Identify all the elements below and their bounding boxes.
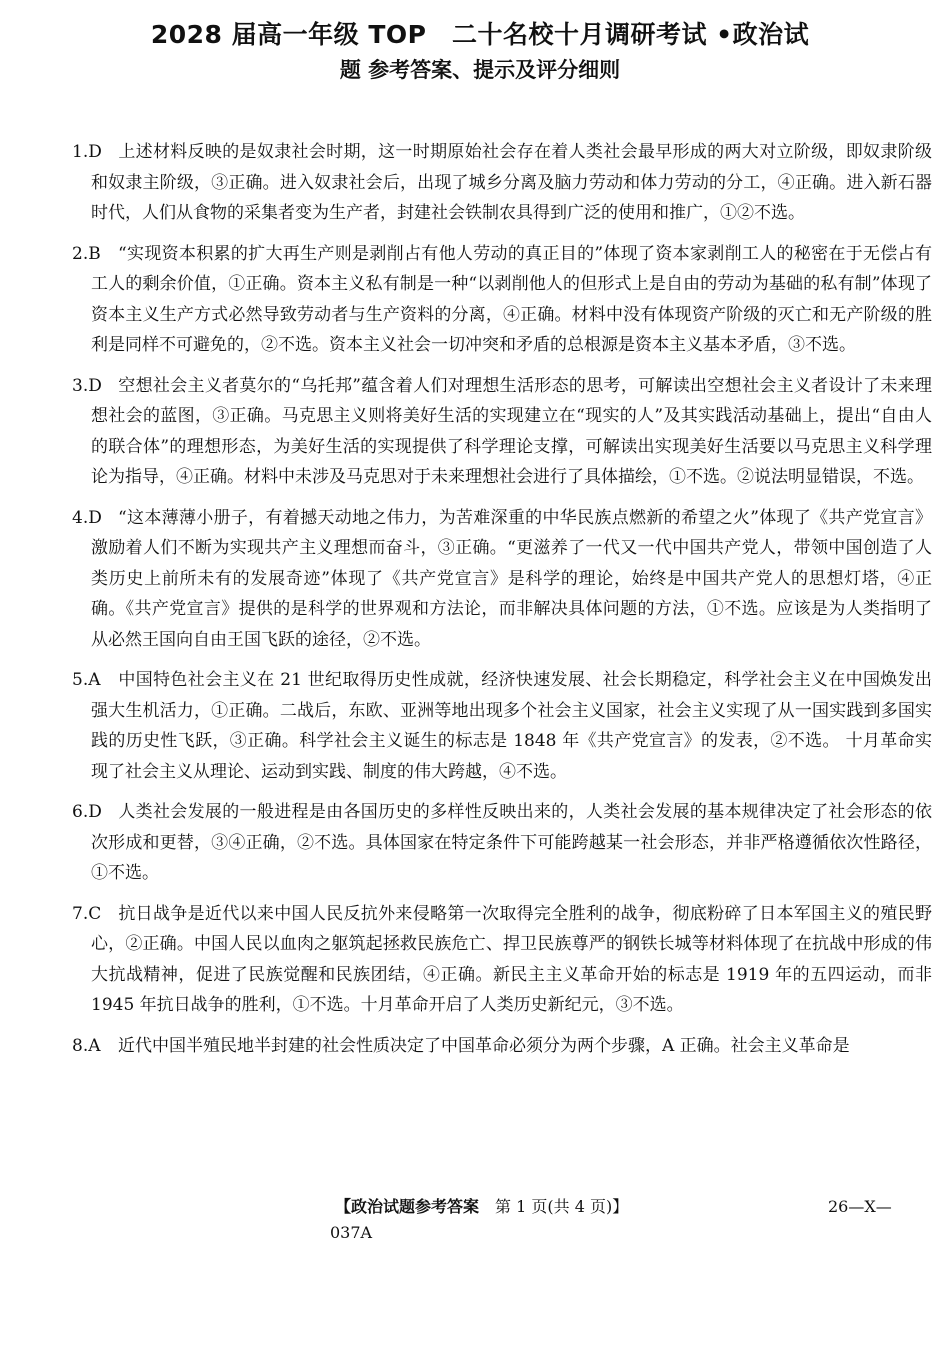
answer-item xyxy=(72,371,932,493)
answer-item xyxy=(72,503,932,656)
footer-label: 【政治试题参考答案 xyxy=(335,1197,496,1216)
answer-explanation: 人类社会发展的一般进程是由各国历史的多样性反映出来的，人类社会发展的基本规律决定了社会形态的依次形成和更替，③④正确，②不选。具体国家在特定条件下可能跨越某一社会形态，并非严格遵循依次性路径，①不选。 xyxy=(91,802,932,883)
answer-explanation: 近代中国半殖民地半封建的社会性质决定了中国革命必须分为两个步骤，A 正确。社会主义革命是 xyxy=(118,1035,850,1056)
answer-number: 3.D xyxy=(72,375,102,396)
answer-item xyxy=(72,137,932,229)
answer-item xyxy=(72,665,932,787)
answer-number: 6.D xyxy=(72,802,102,822)
answer-number: 4.D xyxy=(72,507,102,528)
footer-page-number: 第 1 页(共 4 页)】 xyxy=(495,1197,629,1216)
answer-item xyxy=(72,1031,932,1062)
answer-number: 2.B xyxy=(72,243,101,264)
answer-number: 5.A xyxy=(72,670,101,690)
answer-item xyxy=(72,899,932,1021)
page-title: 2028 届高一年级 TOP 二十名校十月调研考试 •政治试 xyxy=(150,20,810,49)
answer-explanation: 中国特色社会主义在 21 世纪取得历史性成就，经济快速发展、社会长期稳定，科学社会主义在中国焕发出强大生机活力，①正确。二战后，东欧、亚洲等地出现多个社会主义国家，社会主义实现了从一国实践到多国实践的历史性飞跃，③正确。科学社会主义诞生的标志是 1848 年《共产党宣言》的发表，②不选。 十月革命实现了社会主义从理论、运动到实践、制度的伟大跨越，④不选。 xyxy=(91,670,932,782)
answer-number: 7.C xyxy=(72,903,102,924)
answer-item xyxy=(72,239,932,361)
answer-list xyxy=(72,137,932,1071)
answer-item xyxy=(72,797,932,889)
answer-explanation: “这本薄薄小册子，有着撼天动地之伟力，为苦难深重的中华民族点燃新的希望之火”体现了《共产党宣言》激励着人们不断为实现共产主义理想而奋斗，③正确。“更滋养了一代又一代中国共产党人，带领中国创造了人类历史上前所未有的发展奇迹”体现了《共产党宣言》是科学的理论，始终是中国共产党人的思想灯塔，④正确。《共产党宣言》提供的是科学的世界观和方法论，而非解决具体问题的方法，①不选。应该是为人类指明了从必然王国向自由王国飞跃的途径，②不选。 xyxy=(91,507,932,650)
footer-code: 26—X— xyxy=(828,1197,892,1216)
footer-code-suffix: 037A xyxy=(330,1223,373,1242)
answer-explanation: 上述材料反映的是奴隶社会时期，这一时期原始社会存在着人类社会最早形成的两大对立阶级，即奴隶阶级和奴隶主阶级，③正确。进入奴隶社会后，出现了城乡分离及脑力劳动和体力劳动的分工，④正确。进入新石器时代，人们从食物的采集者变为生产者，封建社会铁制农具得到广泛的使用和推广，①②不选。 xyxy=(91,142,932,223)
page-subtitle: 题 参考答案、提示及评分细则 xyxy=(339,58,621,82)
answer-explanation: “实现资本积累的扩大再生产则是剥削占有他人劳动的真正目的”体现了资本家剥削工人的秘密在于无偿占有工人的剩余价值，①正确。资本主义私有制是一种“以剥削他人的但形式上是自由的劳动为基础的私有制”体现了资本主义生产方式必然导致劳动者与生产资料的分离，④正确。材料中没有体现资产阶级的灭亡和无产阶级的胜利是同样不可避免的，②不选。资本主义社会一切冲突和矛盾的总根源是资本主义基本矛盾，③不选。 xyxy=(91,243,932,355)
answer-number: 1.D xyxy=(72,142,102,162)
page-footer xyxy=(335,1196,628,1218)
answer-number: 8.A xyxy=(72,1035,101,1056)
answer-explanation: 抗日战争是近代以来中国人民反抗外来侵略第一次取得完全胜利的战争，彻底粉碎了日本军国主义的殖民野心，②正确。中国人民以血肉之躯筑起拯救民族危亡、捍卫民族尊严的钢铁长城等材料体现了在抗战中形成的伟大抗战精神，促进了民族觉醒和民族团结，④正确。新民主主义革命开始的标志是 1919 年的五四运动，而非 1945 年抗日战争的胜利，①不选。十月革命开启了人类历史新纪元，③不选。 xyxy=(91,903,932,1015)
answer-explanation: 空想社会主义者莫尔的“乌托邦”蕴含着人们对理想生活形态的思考，可解读出空想社会主义者设计了未来理想社会的蓝图，③正确。马克思主义则将美好生活的实现建立在“现实的人”及其实践活动基础上，提出“自由人的联合体”的理想形态，为美好生活的实现提供了科学理论支撑，可解读出实现美好生活要以马克思主义科学理论为指导，④正确。材料中未涉及马克思对于未来理想社会进行了具体描绘，①不选。②说法明显错误，不选。 xyxy=(91,375,932,487)
